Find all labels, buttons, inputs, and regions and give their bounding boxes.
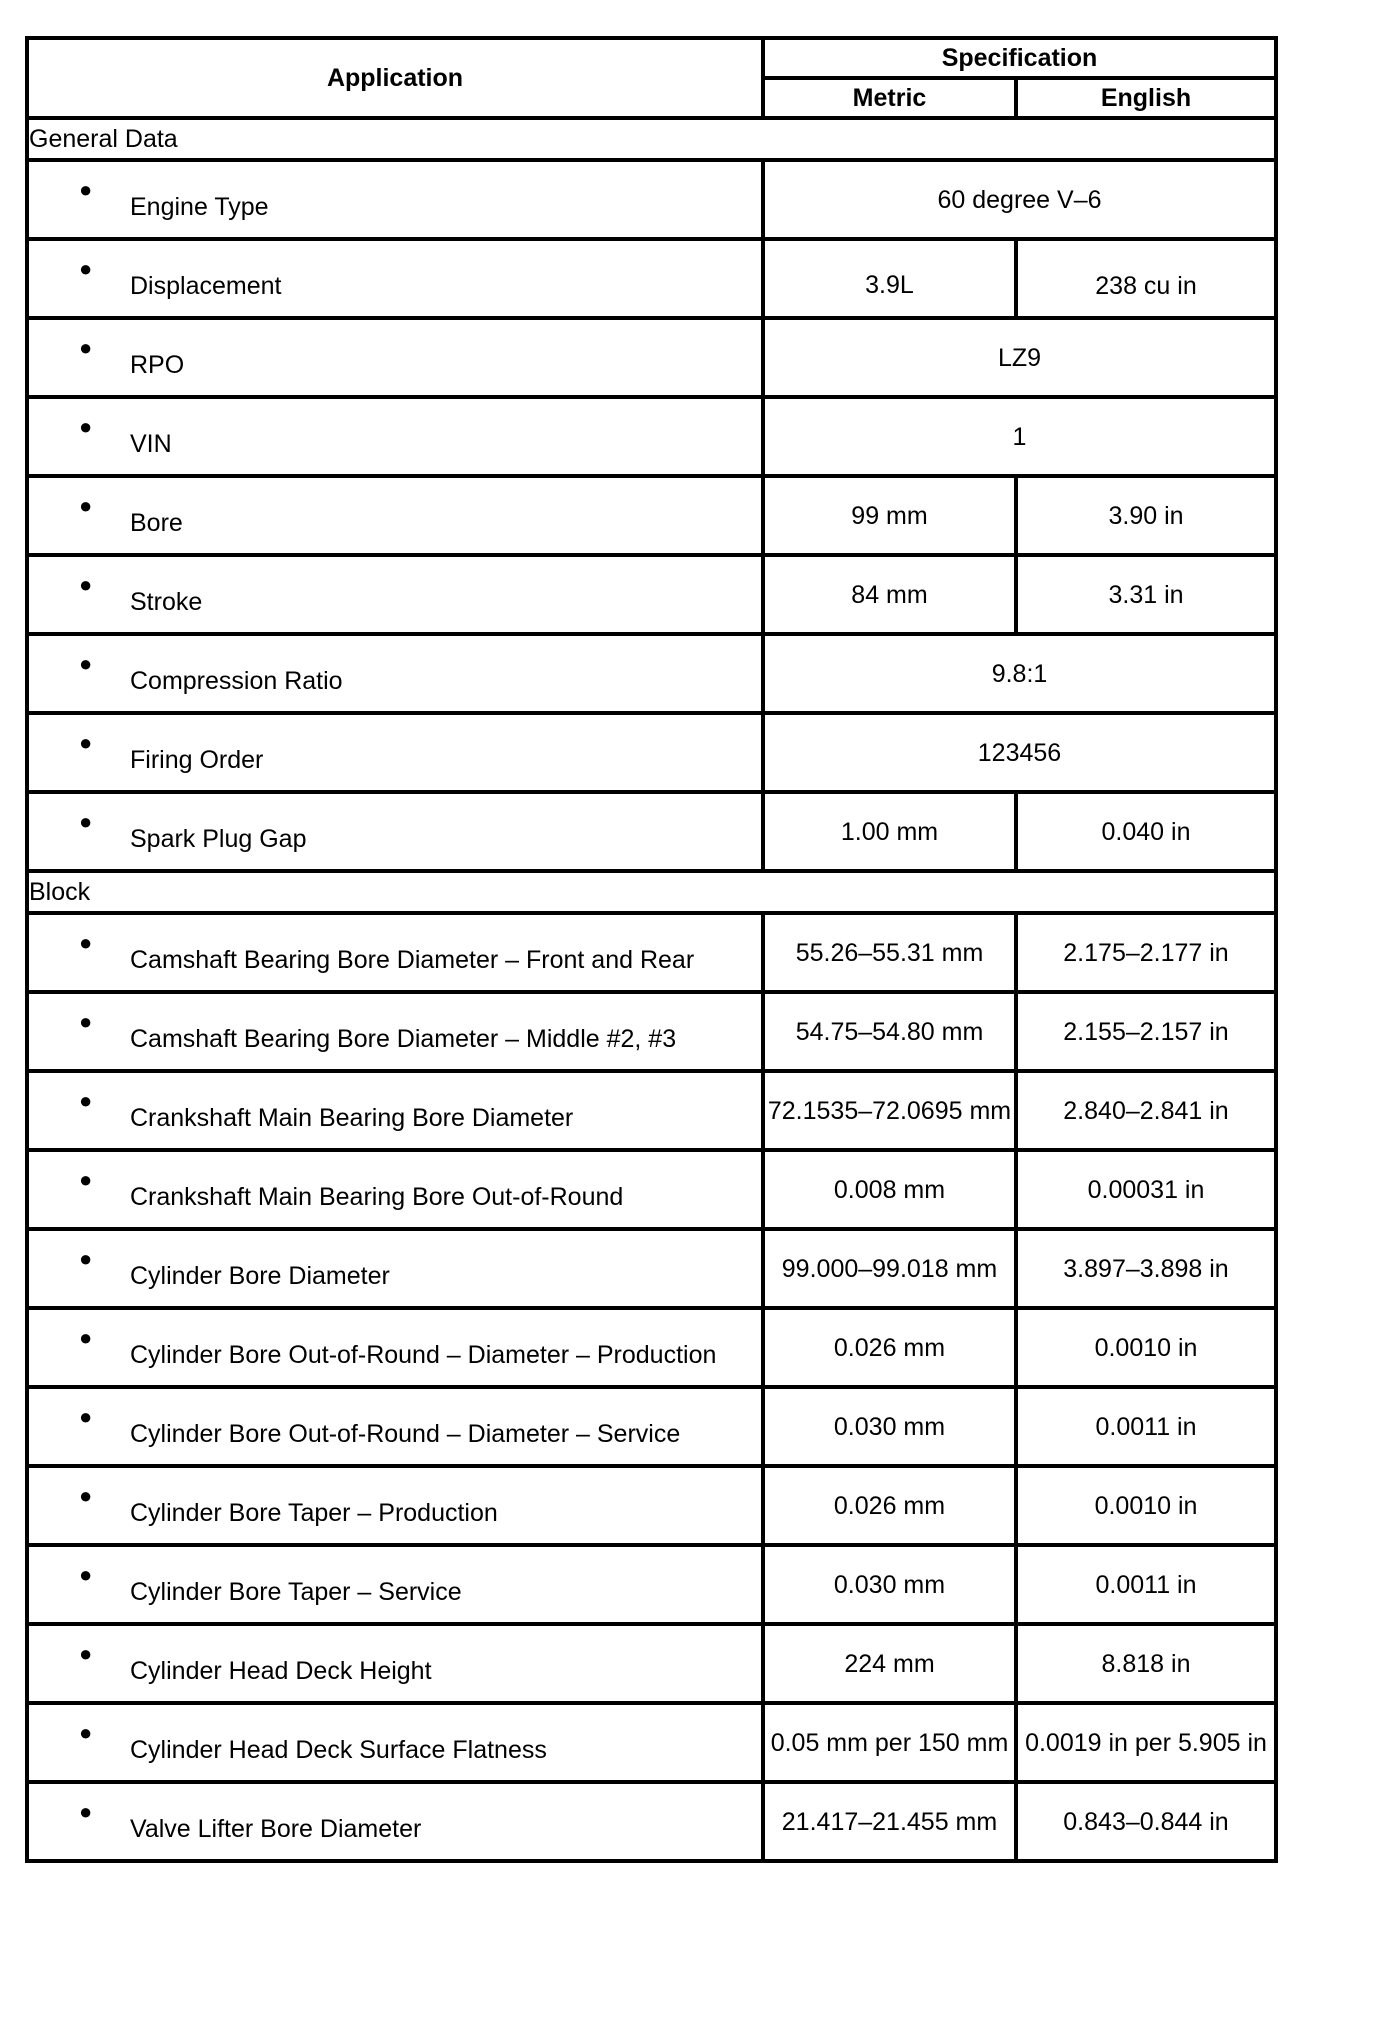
application-cell — [27, 1703, 763, 1782]
application-cell — [27, 397, 763, 476]
table-row — [27, 1624, 1276, 1703]
metric-value — [763, 913, 1016, 992]
metric-header: Metric — [763, 78, 1016, 118]
english-value — [1016, 1545, 1276, 1624]
section-title: Block — [27, 871, 1276, 913]
application-label: Camshaft Bearing Bore Diameter – Middle #2, #3 — [130, 1024, 677, 1053]
bullet-icon: ● — [79, 651, 93, 676]
table-body — [27, 118, 1276, 1861]
metric-value-text: 99 mm — [851, 501, 928, 530]
metric-value — [763, 1545, 1016, 1624]
table-row — [27, 1071, 1276, 1150]
metric-value — [763, 1703, 1016, 1782]
application-label: Crankshaft Main Bearing Bore Out-of-Round — [130, 1182, 624, 1211]
application-cell — [27, 160, 763, 239]
english-value — [1016, 1624, 1276, 1703]
application-label: Cylinder Head Deck Surface Flatness — [130, 1735, 547, 1764]
metric-value — [763, 1387, 1016, 1466]
metric-value-text: 99.000–99.018 mm — [781, 1254, 998, 1283]
table-row — [27, 1229, 1276, 1308]
application-cell — [27, 555, 763, 634]
english-value-text: 2.175–2.177 in — [1063, 938, 1229, 967]
application-cell — [27, 1308, 763, 1387]
application-cell — [27, 1071, 763, 1150]
metric-value — [763, 1466, 1016, 1545]
table-row — [27, 397, 1276, 476]
metric-value-text: 224 mm — [844, 1649, 935, 1678]
metric-value-text: 0.026 mm — [833, 1333, 946, 1362]
bullet-icon: ● — [79, 256, 93, 281]
application-label: Cylinder Bore Out-of-Round – Diameter – Service — [130, 1419, 681, 1448]
metric-value-text: 0.030 mm — [833, 1570, 946, 1599]
english-value-text: 8.818 in — [1101, 1649, 1191, 1678]
metric-value-text: 54.75–54.80 mm — [795, 1017, 984, 1046]
application-label: Crankshaft Main Bearing Bore Diameter — [130, 1103, 574, 1132]
application-cell — [27, 1466, 763, 1545]
table-row — [27, 1703, 1276, 1782]
metric-value-text: 72.1535–72.0695 mm — [767, 1096, 1012, 1125]
metric-value-text: 0.030 mm — [833, 1412, 946, 1441]
bullet-icon: ● — [79, 414, 93, 439]
application-cell — [27, 713, 763, 792]
table-row — [27, 992, 1276, 1071]
table-row — [27, 1387, 1276, 1466]
english-value-text: 3.897–3.898 in — [1063, 1254, 1229, 1283]
english-header: English — [1016, 78, 1276, 118]
application-label: RPO — [130, 350, 185, 379]
application-label: Camshaft Bearing Bore Diameter – Front and Rear — [130, 945, 695, 974]
table-row — [27, 1308, 1276, 1387]
bullet-icon: ● — [79, 1720, 93, 1745]
english-value-text: 0.0011 in — [1095, 1570, 1197, 1599]
metric-value — [763, 239, 1016, 318]
bullet-icon: ● — [79, 1325, 93, 1350]
bullet-icon: ● — [79, 335, 93, 360]
bullet-icon: ● — [79, 1088, 93, 1113]
english-value — [1016, 913, 1276, 992]
table-row — [27, 1150, 1276, 1229]
metric-value-text: 21.417–21.455 mm — [781, 1807, 998, 1836]
english-value — [1016, 476, 1276, 555]
metric-value — [763, 1071, 1016, 1150]
english-value — [1016, 1308, 1276, 1387]
bullet-icon: ● — [79, 1009, 93, 1034]
english-value-text: 0.0010 in — [1094, 1333, 1198, 1362]
application-cell — [27, 634, 763, 713]
english-value-text: 2.840–2.841 in — [1063, 1096, 1229, 1125]
metric-value-text: 0.026 mm — [833, 1491, 946, 1520]
english-value-text: 0.00031 in — [1087, 1175, 1205, 1204]
metric-value — [763, 1624, 1016, 1703]
metric-value-text: 55.26–55.31 mm — [795, 938, 984, 967]
application-header: Application — [27, 38, 763, 118]
application-label: Cylinder Head Deck Height — [130, 1656, 432, 1685]
application-label: Bore — [130, 508, 183, 537]
english-value-text: 0.0011 in — [1095, 1412, 1197, 1441]
specification-value-text: 9.8:1 — [991, 659, 1048, 688]
application-label: Displacement — [130, 271, 282, 300]
application-cell — [27, 992, 763, 1071]
table-row — [27, 713, 1276, 792]
english-value-text: 0.0019 in per 5.905 in — [1025, 1728, 1267, 1757]
table-row — [27, 476, 1276, 555]
specification-table — [25, 36, 1278, 1863]
metric-value — [763, 476, 1016, 555]
english-value — [1016, 1782, 1276, 1861]
english-value — [1016, 1071, 1276, 1150]
application-label: Valve Lifter Bore Diameter — [130, 1814, 422, 1843]
english-value-text: 0.843–0.844 in — [1063, 1807, 1229, 1836]
bullet-icon: ● — [79, 1167, 93, 1192]
specification-value — [763, 397, 1276, 476]
section-row — [27, 871, 1276, 913]
application-cell — [27, 913, 763, 992]
specification-header: Specification — [763, 38, 1276, 78]
application-cell — [27, 318, 763, 397]
application-cell — [27, 1150, 763, 1229]
metric-value — [763, 992, 1016, 1071]
application-label: Cylinder Bore Taper – Production — [130, 1498, 498, 1527]
specification-value-text: 1 — [1012, 422, 1027, 451]
table-row — [27, 318, 1276, 397]
application-cell — [27, 1545, 763, 1624]
application-label: VIN — [130, 429, 172, 458]
application-cell — [27, 1624, 763, 1703]
section-row — [27, 118, 1276, 160]
english-value — [1016, 239, 1276, 318]
specification-value-text: 123456 — [977, 738, 1062, 767]
application-label: Cylinder Bore Out-of-Round – Diameter – Production — [130, 1340, 717, 1369]
bullet-icon: ● — [79, 930, 93, 955]
specification-value-text: LZ9 — [997, 343, 1042, 372]
application-label: Engine Type — [130, 192, 269, 221]
metric-value-text: 0.05 mm per 150 mm — [770, 1728, 1009, 1757]
bullet-icon: ● — [79, 1246, 93, 1271]
bullet-icon: ● — [79, 809, 93, 834]
table-row — [27, 160, 1276, 239]
english-value-text: 238 cu in — [1095, 271, 1197, 300]
english-value — [1016, 1387, 1276, 1466]
metric-value-text: 3.9L — [865, 270, 914, 299]
bullet-icon: ● — [79, 1483, 93, 1508]
metric-value — [763, 555, 1016, 634]
english-value — [1016, 555, 1276, 634]
application-cell — [27, 1229, 763, 1308]
bullet-icon: ● — [79, 1641, 93, 1666]
bullet-icon: ● — [79, 730, 93, 755]
bullet-icon: ● — [79, 1562, 93, 1587]
application-label: Firing Order — [130, 745, 264, 774]
metric-value — [763, 1150, 1016, 1229]
application-cell — [27, 1387, 763, 1466]
metric-value-text: 84 mm — [851, 580, 928, 609]
table-row — [27, 1545, 1276, 1624]
english-value-text: 3.90 in — [1108, 501, 1184, 530]
english-value — [1016, 792, 1276, 871]
section-title: General Data — [27, 118, 1276, 160]
english-value-text: 0.040 in — [1101, 817, 1191, 846]
english-value — [1016, 992, 1276, 1071]
application-cell — [27, 792, 763, 871]
table-row — [27, 555, 1276, 634]
specification-value — [763, 713, 1276, 792]
bullet-icon: ● — [79, 493, 93, 518]
table-row — [27, 792, 1276, 871]
bullet-icon: ● — [79, 1799, 93, 1824]
english-value-text: 0.0010 in — [1094, 1491, 1198, 1520]
metric-value — [763, 1308, 1016, 1387]
english-value — [1016, 1229, 1276, 1308]
application-label: Cylinder Bore Taper – Service — [130, 1577, 462, 1606]
table-row — [27, 1466, 1276, 1545]
table-row — [27, 239, 1276, 318]
english-value — [1016, 1466, 1276, 1545]
table-row — [27, 913, 1276, 992]
specification-value-text: 60 degree V–6 — [937, 185, 1102, 214]
table-row — [27, 1782, 1276, 1861]
specification-value — [763, 160, 1276, 239]
metric-value — [763, 1229, 1016, 1308]
english-value-text: 3.31 in — [1108, 580, 1184, 609]
metric-value-text: 1.00 mm — [840, 817, 939, 846]
application-cell — [27, 1782, 763, 1861]
bullet-icon: ● — [79, 572, 93, 597]
english-value — [1016, 1703, 1276, 1782]
table-row — [27, 634, 1276, 713]
application-label: Stroke — [130, 587, 203, 616]
bullet-icon: ● — [79, 177, 93, 202]
application-label: Compression Ratio — [130, 666, 343, 695]
bullet-icon: ● — [79, 1404, 93, 1429]
application-label: Spark Plug Gap — [130, 824, 307, 853]
metric-value-text: 0.008 mm — [833, 1175, 946, 1204]
specification-value — [763, 318, 1276, 397]
application-cell — [27, 476, 763, 555]
specification-value — [763, 634, 1276, 713]
application-label: Cylinder Bore Diameter — [130, 1261, 390, 1290]
english-value — [1016, 1150, 1276, 1229]
metric-value — [763, 792, 1016, 871]
metric-value — [763, 1782, 1016, 1861]
english-value-text: 2.155–2.157 in — [1063, 1017, 1229, 1046]
application-cell — [27, 239, 763, 318]
